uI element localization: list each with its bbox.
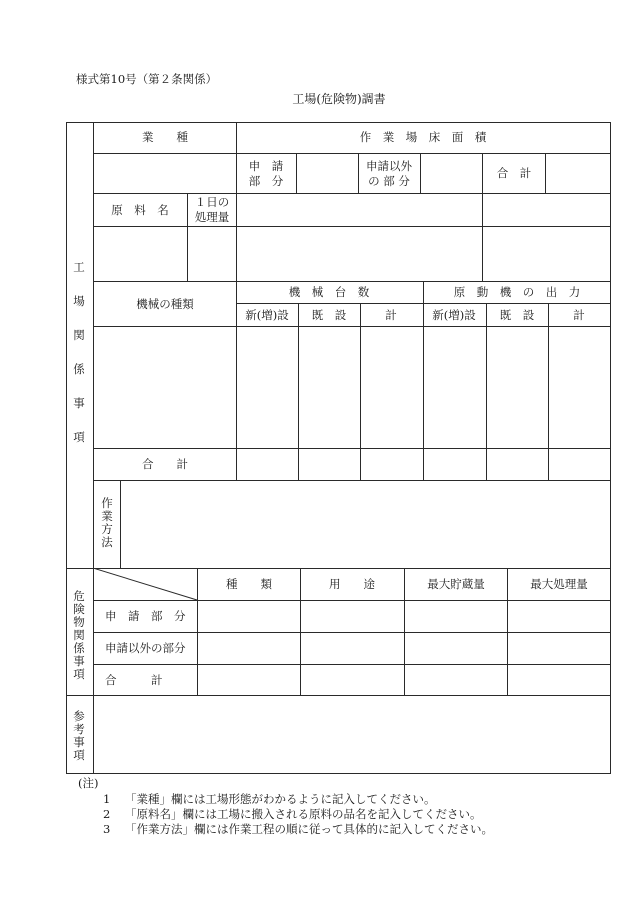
remarks-label: 参考事項: [73, 709, 85, 762]
hazmat-kind-header: 種 類: [226, 577, 272, 591]
note-1-number: 1: [103, 792, 111, 806]
machine-sum: 計: [385, 308, 397, 322]
hazmat-section-label: 危険物関係事項: [73, 589, 85, 681]
machine-existing: 既 設: [311, 308, 347, 322]
floor-area-header: 作 業 場 床 面 積: [359, 130, 487, 144]
hazmat-max-processing-header: 最大処理量: [530, 577, 588, 591]
daily-amount-line1: １日の: [194, 195, 230, 209]
motor-existing: 既 設: [499, 308, 535, 322]
other-part-line1: 申請以外: [366, 159, 412, 173]
machine-total: 合 計: [142, 457, 188, 471]
motor-sum: 計: [573, 308, 585, 322]
applied-part-line1: 申 請: [248, 159, 284, 173]
factory-section-label: 工場関係事項: [73, 260, 85, 444]
hazmat-applied-part: 申 請 部 分: [105, 609, 186, 623]
note-2-text: 「原料名」欄には工場に搬入される原料の品名を記入してください。: [125, 807, 482, 821]
machine-type-header: 機械の種類: [136, 297, 194, 311]
daily-amount-line2: 処理量: [194, 210, 230, 224]
note-3-number: 3: [103, 822, 111, 836]
form-number: 様式第10号（第２条関係）: [76, 72, 218, 86]
note-1-text: 「業種」欄には工場形態がわかるように記入してください。: [125, 792, 436, 806]
other-part-line2: の 部 分: [368, 174, 410, 188]
hazmat-other-part: 申請以外の部分: [105, 641, 186, 655]
note-3-text: 「作業方法」欄には作業工程の順に従って具体的に記入してください。: [125, 822, 493, 836]
motor-new-increased: 新(増)設: [432, 308, 476, 322]
hazmat-total: 合 計: [105, 673, 163, 687]
machine-count-header: 機 械 台 数: [288, 285, 370, 299]
notes-header: (注): [78, 776, 99, 790]
material-name-header: 原 料 名: [111, 203, 169, 217]
form-title: 工場(危険物)調書: [292, 92, 386, 106]
note-2-number: 2: [103, 807, 111, 821]
diagonal-header-line: [93, 568, 198, 601]
hazmat-max-storage-header: 最大貯蔵量: [427, 577, 485, 591]
applied-part-line2: 部 分: [248, 174, 284, 188]
industry-header: 業 種: [142, 130, 188, 144]
machine-new-increased: 新(増)設: [245, 308, 289, 322]
hazmat-usage-header: 用 途: [329, 577, 375, 591]
work-method-label: 作業方法: [101, 496, 113, 549]
motor-output-header: 原 動 機 の 出 力: [453, 285, 581, 299]
area-total: 合 計: [496, 166, 532, 180]
